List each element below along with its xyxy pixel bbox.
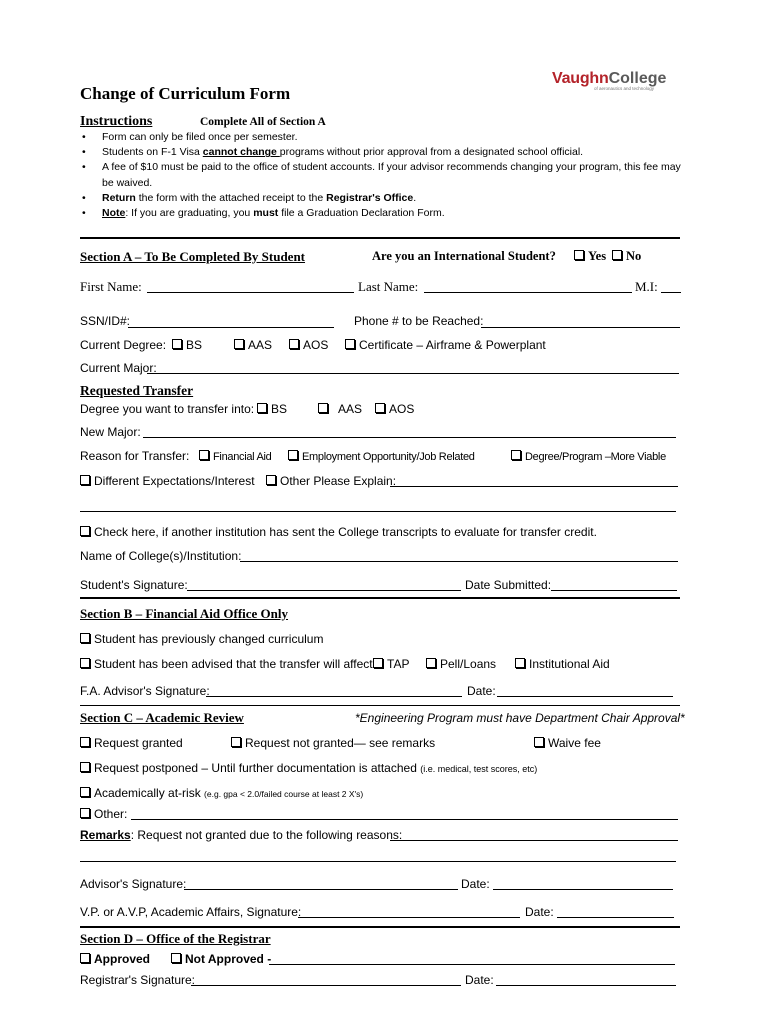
transfer-degree-label: Degree you want to transfer into: [80, 402, 255, 416]
checkbox-icon [375, 403, 385, 413]
vp-date-label: Date: [525, 905, 554, 919]
checkbox-icon [172, 339, 182, 349]
checkbox-icon [574, 250, 584, 260]
intl-no-checkbox[interactable]: No [612, 249, 641, 264]
fa-date-label: Date: [467, 684, 496, 698]
current-degree-bs-checkbox[interactable]: BS [172, 338, 202, 352]
registrar-date-label: Date: [465, 973, 494, 987]
reason-degree-viable-checkbox[interactable]: Degree/Program –More Viable [511, 450, 666, 463]
advisor-signature-label: Advisor's Signature: [80, 877, 187, 891]
section-divider [80, 237, 680, 239]
first-name-label: First Name: [80, 279, 142, 294]
vaughn-college-logo [552, 70, 667, 91]
list-item: • A fee of $10 must be paid to the office of student accounts. If your advisor recommends changing your program, this fee may be waived. [82, 160, 682, 190]
checkbox-icon [80, 737, 90, 747]
advisor-date-label: Date: [461, 877, 490, 891]
current-degree-aas-checkbox[interactable]: AAS [234, 338, 272, 352]
vp-signature-field[interactable] [298, 917, 520, 918]
other-field[interactable] [131, 819, 678, 820]
checkbox-icon [80, 526, 90, 536]
not-approved-reason-field[interactable] [269, 964, 675, 965]
remarks-label: Remarks: Request not granted due to the following reasons: [80, 828, 403, 842]
checkbox-icon [511, 450, 521, 460]
checkbox-icon [80, 808, 90, 818]
phone-label: Phone # to be Reached: [354, 314, 484, 328]
pell-loans-checkbox[interactable]: Pell/Loans [426, 657, 496, 671]
checkbox-icon [426, 658, 436, 668]
reason-employment-checkbox[interactable]: Employment Opportunity/Job Related [288, 450, 475, 463]
tap-checkbox[interactable]: TAP [373, 657, 409, 671]
current-degree-aos-checkbox[interactable]: AOS [289, 338, 328, 352]
institutional-aid-checkbox[interactable]: Institutional Aid [515, 657, 610, 671]
registrar-date-field[interactable] [496, 985, 676, 986]
other-checkbox[interactable]: Other: [80, 807, 127, 821]
checkbox-icon [80, 633, 90, 643]
logo-part1: Vaughn [552, 70, 609, 87]
date-submitted-field[interactable] [551, 590, 677, 591]
section-c-heading: Section C – Academic Review [80, 710, 244, 725]
fa-date-field[interactable] [497, 696, 673, 697]
not-approved-checkbox[interactable]: Not Approved - [171, 952, 271, 966]
reason-other-checkbox[interactable]: Other Please Explain: [266, 474, 396, 488]
checkbox-icon [257, 403, 267, 413]
at-risk-checkbox[interactable]: Academically at-risk (e.g. gpa < 2.0/failed course at least 2 X's) [80, 786, 363, 800]
intl-question: Are you an International Student? [372, 249, 556, 263]
section-b-heading: Section B – Financial Aid Office Only [80, 606, 289, 621]
fa-signature-label: F.A. Advisor's Signature: [80, 684, 210, 698]
checkbox-icon [318, 403, 328, 413]
checkbox-icon [80, 475, 90, 485]
logo-part2: College [608, 70, 667, 87]
checkbox-icon [80, 953, 90, 963]
checkbox-icon [266, 475, 276, 485]
request-granted-checkbox[interactable]: Request granted [80, 736, 183, 750]
checkbox-icon [373, 658, 383, 668]
reason-other-field-2[interactable] [80, 511, 676, 512]
checkbox-icon [288, 450, 298, 460]
checkbox-icon [199, 450, 209, 460]
requested-transfer-heading: Requested Transfer [80, 383, 194, 398]
request-postponed-checkbox[interactable]: Request postponed – Until further documentation is attached (i.e. medical, test scores, etc) [80, 761, 537, 775]
request-not-granted-checkbox[interactable]: Request not granted— see remarks [231, 736, 435, 750]
college-name-label: Name of College(s)/Institution: [80, 549, 242, 563]
advised-checkbox[interactable]: Student has been advised that the transfer will affect [80, 657, 373, 671]
engineering-note: *Engineering Program must have Department Chair Approval* [355, 711, 685, 725]
college-name-field[interactable] [240, 561, 678, 562]
advisor-signature-field[interactable] [184, 889, 458, 890]
instructions-heading: Instructions [80, 114, 153, 129]
reason-different-checkbox[interactable]: Different Expectations/Interest [80, 474, 255, 488]
checkbox-icon [234, 339, 244, 349]
first-name-field[interactable] [147, 292, 354, 293]
checkbox-icon [534, 737, 544, 747]
reason-financial-aid-checkbox[interactable]: Financial Aid [199, 450, 271, 463]
checkbox-icon [80, 762, 90, 772]
transfer-aas-checkbox[interactable]: AAS [318, 402, 362, 416]
registrar-signature-label: Registrar's Signature: [80, 973, 196, 987]
new-major-field[interactable] [143, 437, 676, 438]
transcripts-checkbox[interactable]: Check here, if another institution has sent the College transcripts to evaluate for transfer credit. [80, 525, 597, 539]
instructions-subheading: Complete All of Section A [200, 116, 326, 128]
new-major-label: New Major: [80, 425, 141, 439]
section-divider [80, 926, 680, 928]
checkbox-icon [80, 658, 90, 668]
page-title: Change of Curriculum Form [80, 84, 291, 103]
transfer-bs-checkbox[interactable]: BS [257, 402, 287, 416]
last-name-label: Last Name: [358, 279, 419, 294]
section-divider [80, 597, 680, 599]
mi-field[interactable] [661, 292, 681, 293]
vp-date-field[interactable] [557, 917, 674, 918]
checkbox-icon [515, 658, 525, 668]
current-major-label: Current Major: [80, 361, 157, 375]
vp-signature-label: V.P. or A.V.P, Academic Affairs, Signature: [80, 905, 302, 919]
checkbox-icon [289, 339, 299, 349]
approved-checkbox[interactable]: Approved [80, 952, 150, 966]
reason-other-field[interactable] [390, 486, 678, 487]
list-item: • Return the form with the attached receipt to the Registrar's Office. [82, 191, 682, 206]
checkbox-icon [231, 737, 241, 747]
section-a-heading: Section A – To Be Completed By Student [80, 249, 306, 264]
current-major-field[interactable] [147, 373, 679, 374]
current-degree-cert-checkbox[interactable]: Certificate – Airframe & Powerplant [345, 338, 546, 352]
mi-label: M.I: [635, 279, 658, 294]
checkbox-icon [612, 250, 622, 260]
logo-tagline: of aeronautics and technology [594, 86, 655, 91]
student-signature-field[interactable] [187, 590, 461, 591]
ssn-label: SSN/ID#: [80, 314, 131, 328]
intl-yes-checkbox[interactable]: Yes [574, 249, 606, 264]
current-degree-label: Current Degree: [80, 338, 167, 352]
prev-changed-checkbox[interactable]: Student has previously changed curriculum [80, 632, 323, 646]
list-item: • Form can only be filed once per semester. [82, 130, 682, 145]
phone-field[interactable] [481, 327, 680, 328]
date-submitted-label: Date Submitted: [465, 578, 552, 592]
list-item: • Students on F-1 Visa cannot change programs without prior approval from a designated school official. [82, 145, 682, 160]
last-name-field[interactable] [424, 292, 632, 293]
student-signature-label: Student's Signature: [80, 578, 188, 592]
instructions-list [82, 130, 682, 221]
list-item: • Note: If you are graduating, you must file a Graduation Declaration Form. [82, 206, 682, 221]
advisor-date-field[interactable] [493, 889, 673, 890]
remarks-field-2[interactable] [80, 861, 676, 862]
waive-fee-checkbox[interactable]: Waive fee [534, 736, 601, 750]
reason-label: Reason for Transfer: [80, 449, 190, 463]
section-d-heading: Section D – Office of the Registrar [80, 931, 271, 946]
registrar-signature-field[interactable] [191, 985, 461, 986]
ssn-field[interactable] [128, 327, 334, 328]
checkbox-icon [80, 787, 90, 797]
section-divider [80, 705, 680, 706]
checkbox-icon [171, 953, 181, 963]
transfer-aos-checkbox[interactable]: AOS [375, 402, 414, 416]
remarks-field[interactable] [390, 840, 678, 841]
checkbox-icon [345, 339, 355, 349]
fa-signature-field[interactable] [206, 696, 462, 697]
